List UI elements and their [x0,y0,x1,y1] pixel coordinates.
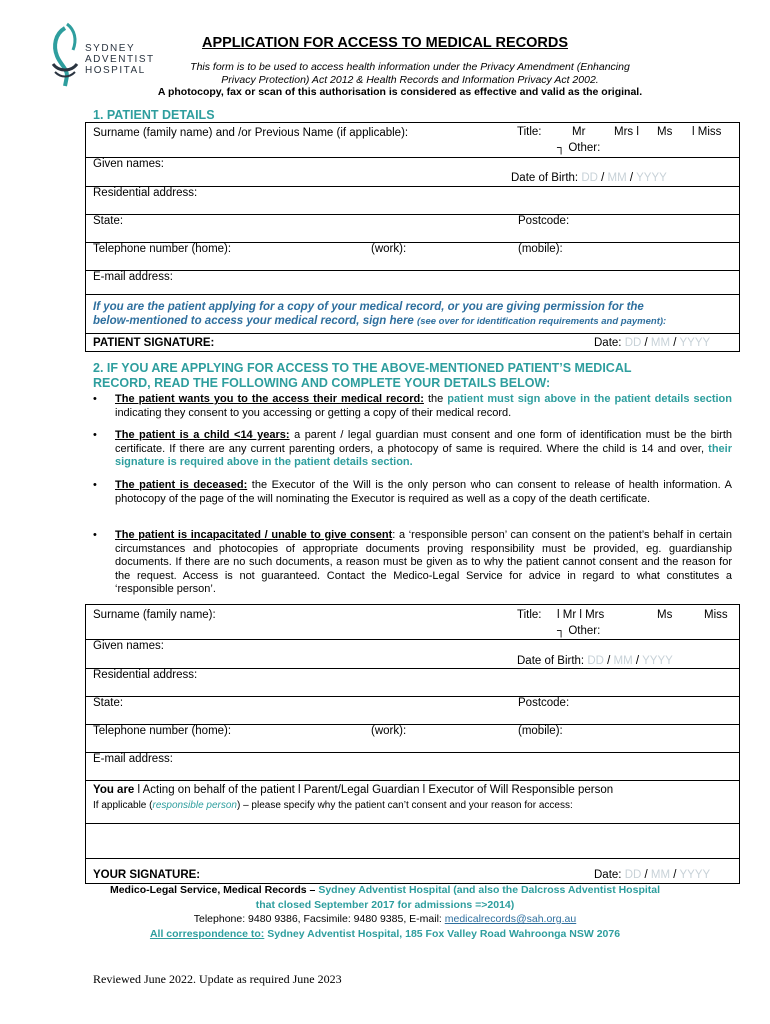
app-title-other[interactable]: ┐ Other: [557,625,601,637]
app-given-row[interactable]: Given names: [86,640,739,669]
hospital-logo-icon [45,20,85,90]
app-state-row[interactable]: State: Postcode: [86,697,739,725]
section1-heading: 1. PATIENT DETAILS [93,108,215,122]
page-title: APPLICATION FOR ACCESS TO MEDICAL RECORDS [201,35,568,51]
patient-sign-date[interactable]: Date: DD / MM / YYYY [594,337,711,349]
dob-field[interactable]: Date of Birth: DD / MM / YYYY [511,172,667,184]
state-row[interactable]: State: Postcode: [86,215,739,243]
title-miss[interactable]: l Miss [692,126,722,138]
email-link[interactable]: medicalrecords@sah.org.au [444,913,577,925]
app-title-miss[interactable]: Miss [704,609,728,621]
app-title-mr-mrs[interactable]: l Mr l Mrs [557,609,605,621]
if-applicable-row: If applicable (responsible person) – please specify why the patient can’t consent and your reason for access: [86,799,739,824]
app-dob-field[interactable]: Date of Birth: DD / MM / YYYY [517,655,673,667]
address-row[interactable]: Residential address: [86,187,739,215]
surname-row[interactable]: Surname (family name) and /or Previous Name (if applicable): [86,123,739,158]
title-ms[interactable]: Ms [657,126,673,138]
title-mrs[interactable]: Mrs l [614,126,639,138]
patient-notice: If you are the patient applying for a copy of your medical record, or you are giving permission for the below-mentioned to access your medical record, sign here (see over for identification requirements and payment): [86,295,739,334]
patient-signature-row[interactable]: PATIENT SIGNATURE: Date: DD / MM / YYYY [93,337,711,349]
patient-details-box [85,122,740,352]
reason-field[interactable] [86,824,739,859]
applicant-details-box [85,604,740,884]
app-telephone-row[interactable]: Telephone number (home): (work): (mobile): [86,725,739,753]
reviewed-note: Reviewed June 2022. Update as required June 2023 [93,972,342,986]
app-address-row[interactable]: Residential address: [86,669,739,697]
logo-text: SYDNEY ADVENTIST HOSPITAL [85,43,155,76]
footer: Medico-Legal Service, Medical Records – Sydney Adventist Hospital (and also the Dalcross Adventist Hospital that closed September 2017 for admissions =>2014) Telephone: 9480 9386, Facsimile: 9480 9385, E-mail: medicalrecords@sah.org.au All correspondence to: Sydney Adventist Hospital, 185 Fox Valley Road Wahroonga NSW 2076 [109,884,661,940]
you-are-row[interactable]: You are l Acting on behalf of the patient l Parent/Legal Guardian l Executor of Will Responsible person [93,784,614,796]
app-email-row[interactable]: E-mail address: [86,753,739,781]
section2-heading: 2. IF YOU ARE APPLYING FOR ACCESS TO THE ABOVE-MENTIONED PATIENT’S MEDICAL RECORD, READ THE FOLLOWING AND COMPLETE YOUR DETAILS BELOW: [93,361,632,390]
your-signature-row[interactable]: YOUR SIGNATURE: Date: DD / MM / YYYY [93,869,711,881]
title-other[interactable]: ┐ Other: [557,142,601,154]
app-surname-row[interactable]: Surname (family name): [86,605,739,640]
applicant-sign-date[interactable]: Date: DD / MM / YYYY [594,869,711,881]
email-row[interactable]: E-mail address: [86,271,739,295]
given-row[interactable]: Given names: [86,158,739,187]
intro-text: This form is to be used to access health information under the Privacy Amendment (Enhancing Privacy Protection) Act 2012 & Health Records and Information Privacy Act 2002. [190,61,630,86]
title-mr[interactable]: Mr [572,126,586,138]
app-title-ms[interactable]: Ms [657,609,673,621]
telephone-row[interactable]: Telephone number (home): (work): (mobile): [86,243,739,271]
intro-bold-text: A photocopy, fax or scan of this authorisation is considered as effective and valid as the original. [157,86,643,98]
